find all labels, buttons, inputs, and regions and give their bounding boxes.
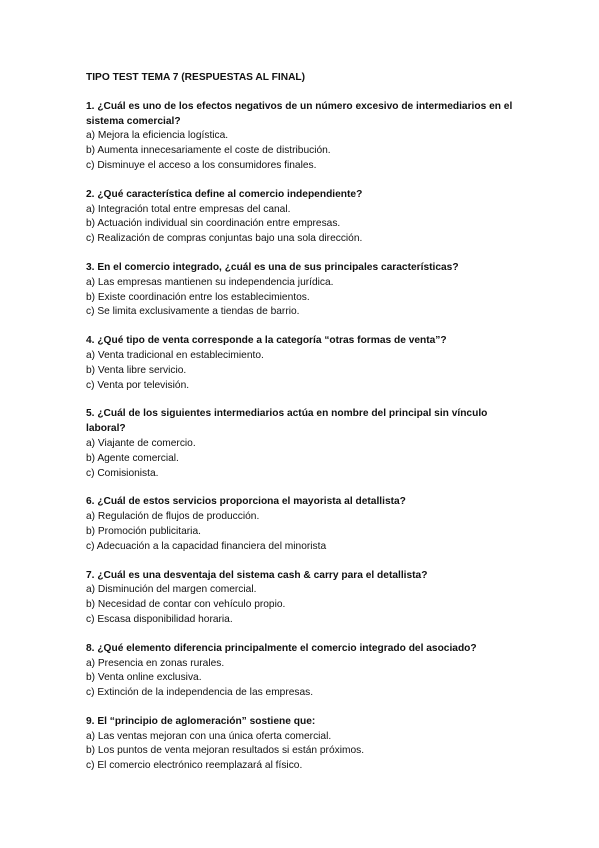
answer-option-c: c) Comisionista. [86, 467, 159, 479]
document-title: TIPO TEST TEMA 7 (RESPUESTAS AL FINAL) [86, 72, 306, 83]
answer-option-a: a) Las empresas mantienen su independencia jurídica. [86, 276, 334, 288]
answer-option-a: a) Mejora la eficiencia logística. [86, 130, 229, 142]
question-text: 3. En el comercio integrado, ¿cuál es una de sus principales características? [86, 261, 459, 273]
question-text: 2. ¿Qué característica define al comercio independiente? [86, 188, 363, 200]
answer-option-c: c) Se limita exclusivamente a tiendas de barrio. [86, 306, 300, 318]
answer-option-c: c) Realización de compras conjuntas bajo una sola dirección. [86, 233, 363, 245]
answer-option-a: a) Regulación de flujos de producción. [86, 511, 260, 523]
question-1 [86, 100, 526, 174]
question-2 [86, 188, 526, 247]
question-text: 6. ¿Cuál de estos servicios proporciona el mayorista al detallista? [86, 496, 406, 508]
answer-option-b: b) Agente comercial. [86, 452, 179, 464]
answer-option-a: a) Integración total entre empresas del canal. [86, 203, 291, 215]
question-3 [86, 261, 526, 320]
question-5 [86, 407, 526, 481]
answer-option-c: c) Adecuación a la capacidad financiera del minorista [86, 540, 327, 552]
answer-option-b: b) Venta libre servicio. [86, 364, 187, 376]
answer-option-a: a) Venta tradicional en establecimiento. [86, 349, 264, 361]
answer-option-a: a) Las ventas mejoran con una única oferta comercial. [86, 730, 332, 742]
question-text: 7. ¿Cuál es una desventaja del sistema cash & carry para el detallista? [86, 569, 428, 581]
answer-option-a: a) Viajante de comercio. [86, 437, 196, 449]
question-8 [86, 642, 526, 701]
answer-option-a: a) Disminución del margen comercial. [86, 584, 257, 596]
question-text: 1. ¿Cuál es uno de los efectos negativos de un número excesivo de intermediarios en el sistema comercial? [86, 100, 513, 127]
answer-option-c: c) Escasa disponibilidad horaria. [86, 613, 233, 625]
answer-option-b: b) Aumenta innecesariamente el coste de distribución. [86, 145, 331, 157]
answer-option-c: c) El comercio electrónico reemplazará al físico. [86, 760, 303, 772]
answer-option-a: a) Presencia en zonas rurales. [86, 657, 225, 669]
question-text: 4. ¿Qué tipo de venta corresponde a la categoría “otras formas de venta”? [86, 335, 447, 347]
question-7 [86, 569, 526, 628]
question-9 [86, 715, 526, 774]
question-text: 8. ¿Qué elemento diferencia principalmente el comercio integrado del asociado? [86, 642, 477, 654]
answer-option-c: c) Venta por televisión. [86, 379, 190, 391]
question-6 [86, 495, 526, 554]
answer-option-b: b) Promoción publicitaria. [86, 525, 201, 537]
answer-option-c: c) Disminuye el acceso a los consumidores finales. [86, 159, 317, 171]
answer-option-b: b) Necesidad de contar con vehículo propio. [86, 599, 286, 611]
question-text: 9. El “principio de aglomeración” sostiene que: [86, 715, 316, 727]
answer-option-b: b) Actuación individual sin coordinación entre empresas. [86, 218, 341, 230]
answer-option-b: b) Los puntos de venta mejoran resultados si están próximos. [86, 745, 365, 757]
question-4 [86, 334, 526, 393]
answer-option-b: b) Venta online exclusiva. [86, 672, 202, 684]
answer-option-b: b) Existe coordinación entre los establecimientos. [86, 291, 310, 303]
document-content [86, 71, 526, 788]
question-text: 5. ¿Cuál de los siguientes intermediarios actúa en nombre del principal sin vínculo laboral? [86, 408, 488, 435]
answer-option-c: c) Extinción de la independencia de las empresas. [86, 687, 314, 699]
